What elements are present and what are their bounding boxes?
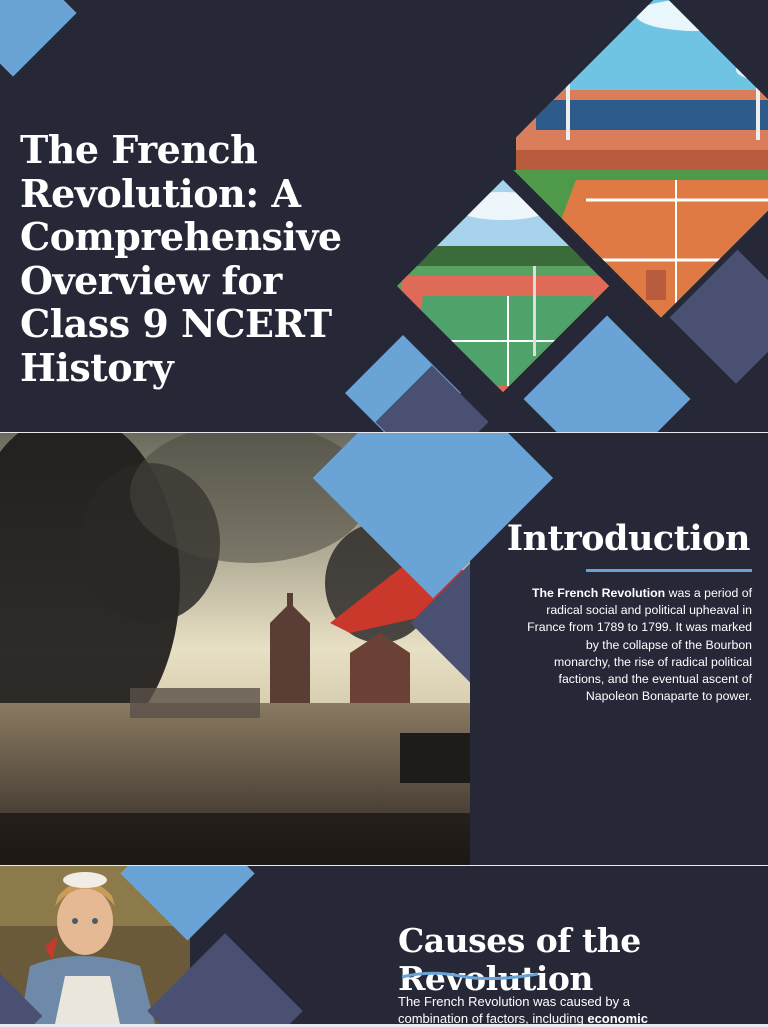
body-bold-term: economic [587, 1011, 649, 1026]
heading-line: Causes of the [398, 921, 641, 960]
body-line: by the collapse of the Bourbon [585, 637, 752, 652]
body-line: Napoleon Bonaparte to power. [585, 689, 752, 704]
heading-underline [586, 569, 752, 572]
body-bold-lead: The French Revolution [531, 586, 666, 600]
body-line: France from 1789 to 1799. It was marked [527, 620, 752, 635]
causes-heading [398, 922, 738, 998]
title-line: The French [20, 127, 258, 172]
body-line: monarchy, the rise of radical political [554, 654, 752, 669]
body-line: was a period of [668, 586, 752, 600]
title-line: Class 9 NCERT [20, 301, 332, 346]
title-line: Comprehensive [20, 214, 342, 259]
decor-diamond-top-left [0, 0, 77, 77]
strike-scribble [400, 968, 540, 982]
title-slide [0, 0, 768, 432]
title-line: Overview for [20, 257, 282, 303]
presentation-title [20, 128, 350, 389]
title-line: Revolution: A [20, 170, 301, 216]
body-line: combination of factors, including [398, 1011, 584, 1026]
body-line: The French Revolution was caused by a [398, 994, 630, 1009]
causes-body [398, 993, 698, 1027]
introduction-body [494, 585, 752, 705]
body-line: radical social and political upheaval in [546, 603, 752, 618]
heading-line: Revolution [398, 959, 593, 998]
introduction-heading: Introduction [506, 518, 750, 559]
title-line: History [20, 344, 174, 390]
body-line: factions, and the eventual ascent of [558, 672, 752, 687]
